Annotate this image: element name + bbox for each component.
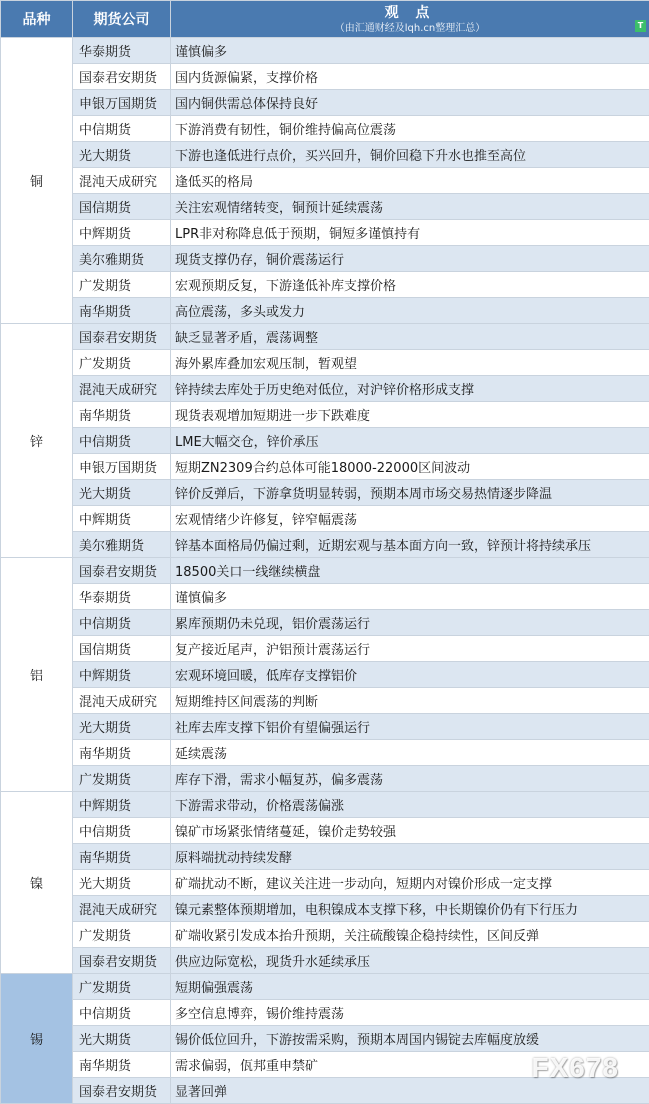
view-cell[interactable]: 谨慎偏多 bbox=[171, 38, 649, 64]
table-row bbox=[1, 194, 649, 220]
view-cell[interactable]: 谨慎偏多 bbox=[171, 584, 649, 610]
table-row bbox=[1, 974, 649, 1000]
table-row bbox=[1, 636, 649, 662]
institution-cell[interactable]: 美尔雅期货 bbox=[73, 246, 171, 272]
institution-cell[interactable]: 中辉期货 bbox=[73, 220, 171, 246]
institution-cell[interactable]: 华泰期货 bbox=[73, 38, 171, 64]
table-row bbox=[1, 246, 649, 272]
view-cell[interactable]: 复产接近尾声，沪铝预计震荡运行 bbox=[171, 636, 649, 662]
institution-cell[interactable]: 混沌天成研究 bbox=[73, 896, 171, 922]
table-row bbox=[1, 220, 649, 246]
view-cell[interactable]: 锡价低位回升，下游按需采购，预期本周国内锡锭去库幅度放缓 bbox=[171, 1026, 649, 1052]
institution-cell[interactable]: 国泰君安期货 bbox=[73, 1078, 171, 1104]
table-row bbox=[1, 350, 649, 376]
watermark-logo: FX678 bbox=[531, 1052, 619, 1083]
institution-cell[interactable]: 光大期货 bbox=[73, 142, 171, 168]
table-row bbox=[1, 792, 649, 818]
institution-cell[interactable]: 中信期货 bbox=[73, 818, 171, 844]
view-cell[interactable]: 18500关口一线继续横盘 bbox=[171, 558, 649, 584]
view-cell[interactable]: 锌基本面格局仍偏过剩，近期宏观与基本面方向一致，锌预计将持续承压 bbox=[171, 532, 649, 558]
metal-cell[interactable]: 镍 bbox=[1, 792, 73, 974]
table-row bbox=[1, 558, 649, 584]
view-cell[interactable]: 镍矿市场紧张情绪蔓延，镍价走势较强 bbox=[171, 818, 649, 844]
table-body bbox=[1, 38, 649, 1104]
table-row bbox=[1, 844, 649, 870]
institution-cell[interactable]: 美尔雅期货 bbox=[73, 532, 171, 558]
metal-cell[interactable]: 锡 bbox=[1, 974, 73, 1104]
view-cell[interactable]: 库存下滑，需求小幅复苏，偏多震荡 bbox=[171, 766, 649, 792]
institution-cell[interactable]: 申银万国期货 bbox=[73, 454, 171, 480]
institution-cell[interactable]: 广发期货 bbox=[73, 974, 171, 1000]
view-cell[interactable]: 原料端扰动持续发酵 bbox=[171, 844, 649, 870]
view-cell[interactable]: 显著回弹 bbox=[171, 1078, 649, 1104]
view-cell[interactable]: 矿端收紧引发成本抬升预期，关注硫酸镍企稳持续性，区间反弹 bbox=[171, 922, 649, 948]
institution-cell[interactable]: 中信期货 bbox=[73, 610, 171, 636]
institution-cell[interactable]: 中信期货 bbox=[73, 428, 171, 454]
view-cell[interactable]: 锌持续去库处于历史绝对低位，对沪锌价格形成支撑 bbox=[171, 376, 649, 402]
table-row bbox=[1, 584, 649, 610]
table-header-row bbox=[1, 1, 649, 38]
table-row bbox=[1, 766, 649, 792]
table-row bbox=[1, 116, 649, 142]
table-row bbox=[1, 454, 649, 480]
institution-cell[interactable]: 南华期货 bbox=[73, 298, 171, 324]
table-row bbox=[1, 90, 649, 116]
institution-cell[interactable]: 广发期货 bbox=[73, 272, 171, 298]
institution-cell[interactable]: 中辉期货 bbox=[73, 792, 171, 818]
institution-cell[interactable]: 国泰君安期货 bbox=[73, 558, 171, 584]
view-cell[interactable]: 矿端扰动不断，建议关注进一步动向，短期内对镍价形成一定支撑 bbox=[171, 870, 649, 896]
view-cell[interactable]: 延续震荡 bbox=[171, 740, 649, 766]
header-view bbox=[171, 1, 649, 38]
table-row bbox=[1, 168, 649, 194]
table-row bbox=[1, 1026, 649, 1052]
table-row bbox=[1, 818, 649, 844]
institution-cell[interactable]: 国泰君安期货 bbox=[73, 948, 171, 974]
view-cell[interactable]: 宏观情绪少许修复，锌窄幅震荡 bbox=[171, 506, 649, 532]
table-row bbox=[1, 480, 649, 506]
table-row bbox=[1, 428, 649, 454]
view-cell[interactable]: 社库去库支撑下铝价有望偏强运行 bbox=[171, 714, 649, 740]
view-cell[interactable]: 下游需求带动，价格震荡偏涨 bbox=[171, 792, 649, 818]
institution-cell[interactable]: 国信期货 bbox=[73, 194, 171, 220]
view-cell[interactable]: 锌价反弹后，下游拿货明显转弱，预期本周市场交易热情逐步降温 bbox=[171, 480, 649, 506]
institution-cell[interactable]: 广发期货 bbox=[73, 350, 171, 376]
view-cell[interactable]: 海外累库叠加宏观压制，暂观望 bbox=[171, 350, 649, 376]
view-cell[interactable]: 现货表观增加短期进一步下跌难度 bbox=[171, 402, 649, 428]
table-row bbox=[1, 896, 649, 922]
view-cell[interactable]: 需求偏弱，佤邦重申禁矿 bbox=[171, 1052, 649, 1078]
table-row bbox=[1, 688, 649, 714]
view-cell[interactable]: 多空信息博弈，锡价维持震荡 bbox=[171, 1000, 649, 1026]
view-cell[interactable]: 下游也逢低进行点价，买兴回升，铜价回稳下升水也推至高位 bbox=[171, 142, 649, 168]
view-cell[interactable]: 短期维持区间震荡的判断 bbox=[171, 688, 649, 714]
institution-cell[interactable]: 南华期货 bbox=[73, 844, 171, 870]
institution-cell[interactable]: 中信期货 bbox=[73, 1000, 171, 1026]
view-cell[interactable]: LPR非对称降息低于预期，铜短多谨慎持有 bbox=[171, 220, 649, 246]
table-row bbox=[1, 376, 649, 402]
view-cell[interactable]: 缺乏显著矛盾，震荡调整 bbox=[171, 324, 649, 350]
table-row bbox=[1, 610, 649, 636]
view-cell[interactable]: 逢低买的格局 bbox=[171, 168, 649, 194]
smart-tag-icon[interactable]: T bbox=[635, 20, 646, 32]
view-cell[interactable]: 供应边际宽松，现货升水延续承压 bbox=[171, 948, 649, 974]
view-cell[interactable]: 累库预期仍未兑现，铝价震荡运行 bbox=[171, 610, 649, 636]
institution-cell[interactable]: 混沌天成研究 bbox=[73, 376, 171, 402]
view-cell[interactable]: 短期偏强震荡 bbox=[171, 974, 649, 1000]
institution-cell[interactable]: 中辉期货 bbox=[73, 506, 171, 532]
table-row bbox=[1, 142, 649, 168]
metal-cell[interactable]: 铝 bbox=[1, 558, 73, 792]
header-institution: 期货公司 bbox=[73, 1, 171, 38]
institution-cell[interactable]: 混沌天成研究 bbox=[73, 168, 171, 194]
table-row bbox=[1, 714, 649, 740]
institution-cell[interactable]: 光大期货 bbox=[73, 480, 171, 506]
view-cell[interactable]: 短期ZN2309合约总体可能18000-22000区间波动 bbox=[171, 454, 649, 480]
institution-cell[interactable]: 混沌天成研究 bbox=[73, 688, 171, 714]
table-row bbox=[1, 38, 649, 64]
header-view-title: 观 点 bbox=[384, 4, 436, 21]
view-cell[interactable]: 下游消费有韧性，铜价维持偏高位震荡 bbox=[171, 116, 649, 142]
institution-cell[interactable]: 国泰君安期货 bbox=[73, 64, 171, 90]
institution-cell[interactable]: 中信期货 bbox=[73, 116, 171, 142]
institution-cell[interactable]: 南华期货 bbox=[73, 1052, 171, 1078]
institution-cell[interactable]: 国泰君安期货 bbox=[73, 324, 171, 350]
view-cell[interactable]: 现货支撑仍存，铜价震荡运行 bbox=[171, 246, 649, 272]
metal-cell[interactable]: 铜 bbox=[1, 38, 73, 324]
table-row bbox=[1, 402, 649, 428]
institution-cell[interactable]: 广发期货 bbox=[73, 922, 171, 948]
institution-cell[interactable]: 南华期货 bbox=[73, 402, 171, 428]
view-cell[interactable]: 国内铜供需总体保持良好 bbox=[171, 90, 649, 116]
view-cell[interactable]: 宏观环境回暖，低库存支撑铝价 bbox=[171, 662, 649, 688]
table-row bbox=[1, 298, 649, 324]
institution-cell[interactable]: 光大期货 bbox=[73, 870, 171, 896]
institution-cell[interactable]: 光大期货 bbox=[73, 714, 171, 740]
table-row bbox=[1, 948, 649, 974]
institution-cell[interactable]: 南华期货 bbox=[73, 740, 171, 766]
table-row bbox=[1, 870, 649, 896]
view-cell[interactable]: 镍元素整体预期增加，电积镍成本支撑下移，中长期镍价仍有下行压力 bbox=[171, 896, 649, 922]
header-variety: 品种 bbox=[1, 1, 73, 38]
view-cell[interactable]: 宏观预期反复，下游逢低补库支撑价格 bbox=[171, 272, 649, 298]
table-row bbox=[1, 324, 649, 350]
table-row bbox=[1, 662, 649, 688]
institution-cell[interactable]: 国信期货 bbox=[73, 636, 171, 662]
institution-cell[interactable]: 申银万国期货 bbox=[73, 90, 171, 116]
table-row bbox=[1, 64, 649, 90]
institution-cell[interactable]: 光大期货 bbox=[73, 1026, 171, 1052]
view-cell[interactable]: 关注宏观情绪转变，铜预计延续震荡 bbox=[171, 194, 649, 220]
table-row bbox=[1, 532, 649, 558]
institution-cell[interactable]: 华泰期货 bbox=[73, 584, 171, 610]
institution-cell[interactable]: 广发期货 bbox=[73, 766, 171, 792]
table-row bbox=[1, 272, 649, 298]
view-cell[interactable]: LME大幅交仓，锌价承压 bbox=[171, 428, 649, 454]
header-view-subtitle: （由汇通财经及lqh.cn整理汇总） bbox=[334, 22, 486, 34]
metal-cell[interactable]: 锌 bbox=[1, 324, 73, 558]
institution-cell[interactable]: 中辉期货 bbox=[73, 662, 171, 688]
view-cell[interactable]: 国内货源偏紧，支撑价格 bbox=[171, 64, 649, 90]
table-row bbox=[1, 506, 649, 532]
table-row bbox=[1, 922, 649, 948]
table-row bbox=[1, 1000, 649, 1026]
table-row bbox=[1, 740, 649, 766]
view-cell[interactable]: 高位震荡，多头或发力 bbox=[171, 298, 649, 324]
